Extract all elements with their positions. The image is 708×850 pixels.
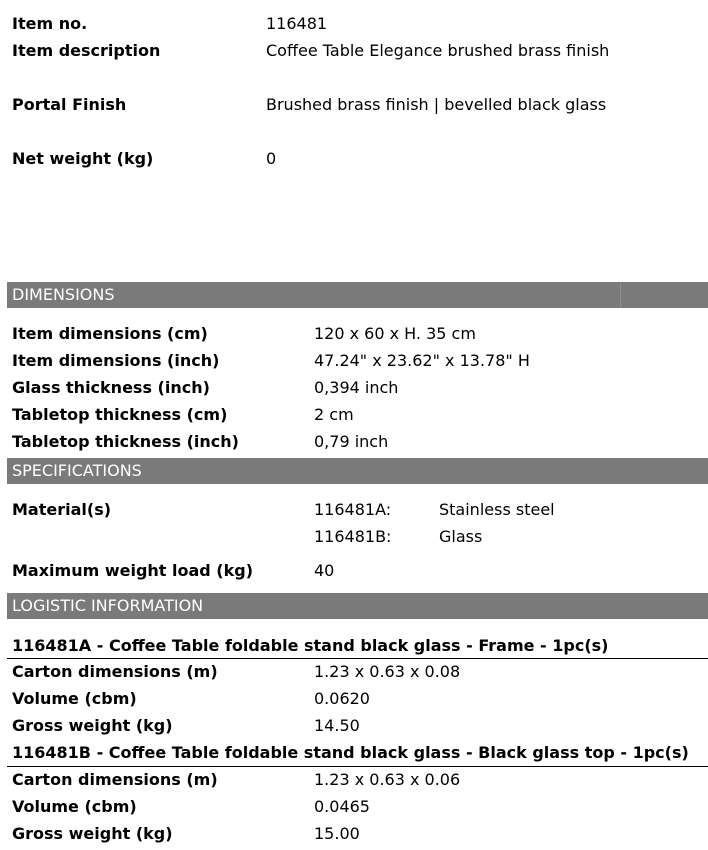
dimension-row-label: Item dimensions (cm) [12,324,208,343]
package-heading: 116481B - Coffee Table foldable stand black glass - Black glass top - 1pc(s) [12,743,689,762]
materials-label: Material(s) [12,500,112,519]
logistics-section-header [7,593,708,619]
logistic-row-value: 14.50 [314,716,360,735]
dimensions-title: DIMENSIONS [12,285,115,304]
dimension-row-value: 0,394 inch [314,378,399,397]
package-heading: 116481A - Coffee Table foldable stand black glass - Frame - 1pc(s) [12,636,609,655]
specifications-title: SPECIFICATIONS [12,461,142,480]
material-name: Stainless steel [439,500,555,519]
logistic-row-label: Gross weight (kg) [12,716,173,735]
specifications-section-header [7,458,708,484]
item-description-label: Item description [12,41,161,60]
logistic-row-value: 0.0465 [314,797,370,816]
logistics-title: LOGISTIC INFORMATION [12,596,204,615]
item-no-label: Item no. [12,14,88,33]
material-code: 116481A: [314,500,392,519]
dimension-row-label: Tabletop thickness (cm) [12,405,228,424]
header-divider [620,282,621,308]
logistic-row-value: 1.23 x 0.63 x 0.08 [314,662,461,681]
logistic-row-label: Volume (cbm) [12,797,137,816]
net-weight-label: Net weight (kg) [12,149,154,168]
max-load-label: Maximum weight load (kg) [12,561,254,580]
portal-finish-value: Brushed brass finish | bevelled black glass [266,95,607,114]
dimension-row-value: 120 x 60 x H. 35 cm [314,324,476,343]
dimension-row-label: Tabletop thickness (inch) [12,432,239,451]
dimension-row-label: Item dimensions (inch) [12,351,220,370]
item-description-value: Coffee Table Elegance brushed brass finish [266,41,610,60]
net-weight-value: 0 [266,149,277,168]
package-divider [7,766,708,767]
logistic-row-label: Volume (cbm) [12,689,137,708]
dimension-row-value: 47.24" x 23.62" x 13.78" H [314,351,530,370]
dimension-row-value: 2 cm [314,405,354,424]
item-no-value: 116481 [266,14,328,33]
material-code: 116481B: [314,527,392,546]
material-name: Glass [439,527,483,546]
dimension-row-value: 0,79 inch [314,432,389,451]
dimension-row-label: Glass thickness (inch) [12,378,210,397]
portal-finish-label: Portal Finish [12,95,127,114]
package-divider [7,658,708,659]
logistic-row-label: Carton dimensions (m) [12,770,218,789]
logistic-row-label: Gross weight (kg) [12,824,173,843]
dimensions-section-header [7,282,708,308]
logistic-row-value: 15.00 [314,824,360,843]
logistic-row-label: Carton dimensions (m) [12,662,218,681]
logistic-row-value: 0.0620 [314,689,370,708]
logistic-row-value: 1.23 x 0.63 x 0.06 [314,770,461,789]
max-load-value: 40 [314,561,335,580]
